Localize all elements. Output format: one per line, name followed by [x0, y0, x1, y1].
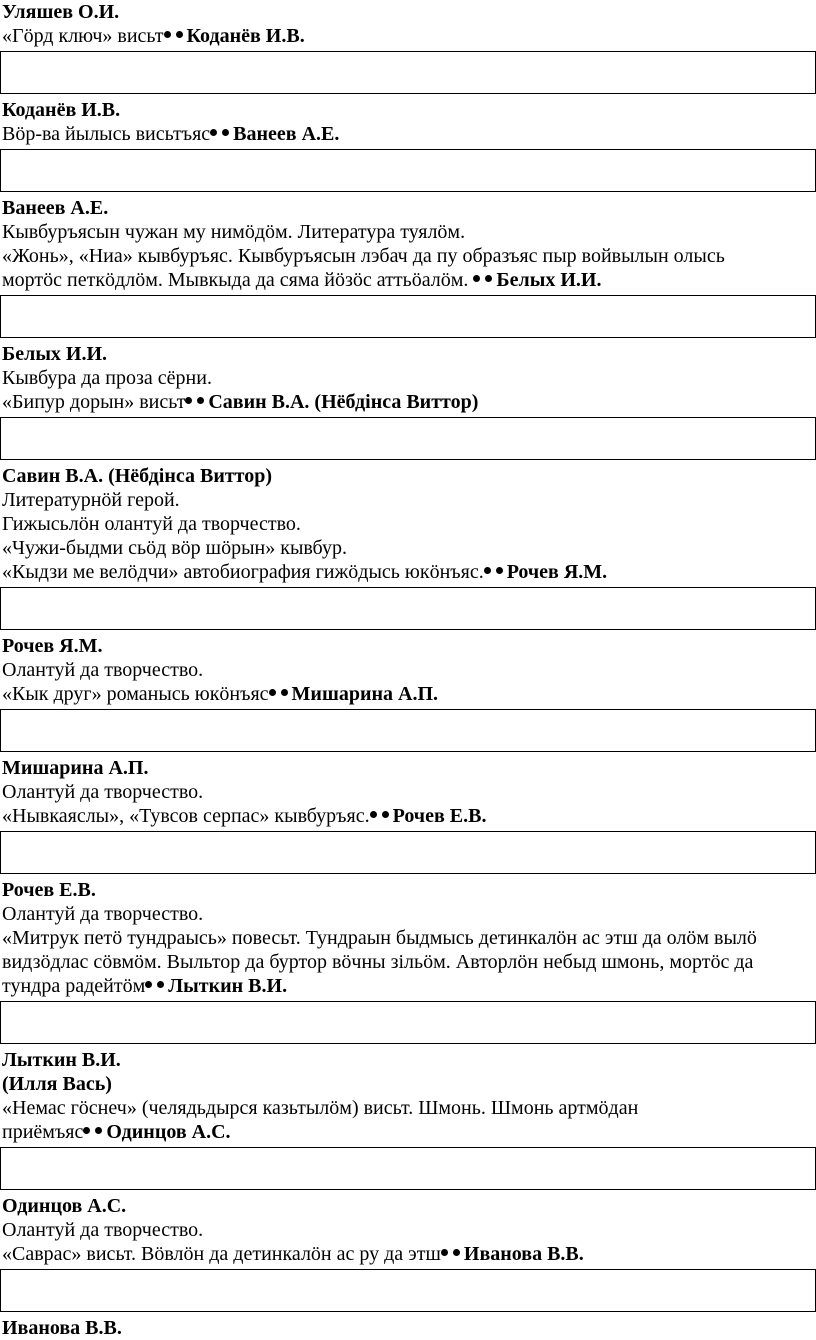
- entry-line: видзӧдлас сӧвмӧм. Выльтор да буртор вӧчны зільӧм. Авторлӧн небыд шмонь, мортӧс да: [2, 951, 754, 973]
- entry-text: «Бипур дорын» висьт: [2, 391, 186, 413]
- bullet-icon: [95, 1127, 102, 1134]
- entry-title: Рочев Я.М.: [2, 635, 103, 657]
- entry-ulyashev: [0, 0, 816, 94]
- bullet-icon: [485, 275, 492, 282]
- next-author: Белых И.И.: [496, 269, 602, 291]
- entry-lytkin: [0, 1048, 816, 1190]
- answer-box-3[interactable]: [0, 295, 816, 338]
- entry-savin: [0, 464, 816, 630]
- entry-title: Иванова В.В.: [2, 1317, 122, 1339]
- entry-title: Рочев Е.В.: [2, 879, 96, 901]
- bullet-icon: [145, 981, 152, 988]
- answer-box-4[interactable]: [0, 417, 816, 460]
- entry-misharina: [0, 756, 816, 874]
- entry-title: Ванеев А.Е.: [2, 197, 109, 219]
- answer-box-6[interactable]: [0, 709, 816, 752]
- entry-text: «Кык друг» романысь юкӧнъяс: [2, 683, 269, 705]
- bullet-icon: [453, 1249, 460, 1256]
- next-author: Коданёв И.В.: [186, 25, 305, 47]
- entry-last-line: [0, 804, 816, 828]
- entry-title: Коданёв И.В.: [2, 99, 121, 121]
- entry-line: Гижысьлӧн олантуй да творчество.: [2, 513, 301, 535]
- bullet-icon: [473, 275, 480, 282]
- entry-title: Мишарина А.П.: [2, 757, 149, 779]
- entry-title: Одинцов А.С.: [2, 1195, 127, 1217]
- next-author: Лыткин В.И.: [168, 975, 288, 997]
- bullet-icon: [281, 689, 288, 696]
- entry-line: Олантуй да творчество.: [2, 781, 204, 803]
- next-author: Рочев Я.М.: [506, 561, 608, 583]
- entry-kodanyov: [0, 98, 816, 192]
- bullet-icon: [441, 1249, 448, 1256]
- entry-last-line: [0, 1242, 816, 1266]
- entry-last-line: [0, 390, 816, 414]
- entry-line: Кывбуръясын чужан му нимӧдӧм. Литература туялӧм.: [2, 221, 466, 243]
- entry-last-line: [0, 1120, 816, 1144]
- entry-text: Вӧр-ва йылысь висьтъяс: [2, 123, 211, 145]
- answer-box-9[interactable]: [0, 1147, 816, 1190]
- next-author: Иванова В.В.: [463, 1243, 584, 1265]
- entry-line: «Жонь», «Ниа» кывбуръяс. Кывбуръясын лэбач да пу образъяс пыр войвылын олысь: [2, 245, 725, 267]
- entry-text: тундра радейтӧм: [2, 975, 146, 997]
- bullet-icon: [157, 981, 164, 988]
- entry-line: Литературнӧй герой.: [2, 489, 180, 511]
- entry-text: приёмъяс: [2, 1121, 84, 1143]
- answer-box-1[interactable]: [0, 51, 816, 94]
- entry-title: Савин В.А. (Нёбдінса Виттор): [2, 465, 273, 487]
- answer-box-5[interactable]: [0, 587, 816, 630]
- entry-vaneev: [0, 196, 816, 338]
- bullet-icon: [176, 31, 183, 38]
- entry-line: Кывбура да проза сёрни.: [2, 367, 212, 389]
- entry-text: «Нывкаяслы», «Тувсов серпас» кывбуръяс.: [2, 805, 370, 827]
- next-author: Мишарина А.П.: [291, 683, 439, 705]
- entry-last-line: [0, 682, 816, 706]
- next-author: Савин В.А. (Нёбдінса Виттор): [208, 391, 479, 413]
- entry-last-line: [0, 560, 816, 584]
- entry-odintsov: [0, 1194, 816, 1312]
- bullet-icon: [496, 567, 503, 574]
- entry-rochev-e: [0, 878, 816, 1044]
- entry-line: «Митрук петӧ тундраысь» повесьт. Тундраын быдмысь детинкалӧн ас этш да олӧм вылӧ: [2, 927, 757, 949]
- entry-line: «Немас гӧснеч» (челядьдырся казьтылӧм) висьт. Шмонь. Шмонь артмӧдан: [2, 1097, 639, 1119]
- entry-pen-name: (Илля Вась): [2, 1073, 112, 1095]
- next-author: Ванеев А.Е.: [233, 123, 340, 145]
- bullet-icon: [370, 811, 377, 818]
- entry-belykh: [0, 342, 816, 460]
- bullet-icon: [269, 689, 276, 696]
- bullet-icon: [210, 129, 217, 136]
- bullet-icon: [382, 811, 389, 818]
- next-author: Одинцов А.С.: [106, 1121, 231, 1143]
- bullet-icon: [484, 567, 491, 574]
- entry-last-line: [0, 268, 816, 292]
- entry-title: Белых И.И.: [2, 343, 108, 365]
- entry-text: «Гӧрд ключ» висьт: [2, 25, 164, 47]
- entry-line: Олантуй да творчество.: [2, 903, 204, 925]
- entry-text: «Саврас» висьт. Вӧвлӧн да детинкалӧн ас ру да этш: [2, 1243, 441, 1265]
- entry-line: Олантуй да творчество.: [2, 659, 204, 681]
- entry-line: «Чужи-быдми сьӧд вӧр шӧрын» кывбур.: [2, 537, 347, 559]
- bullet-icon: [222, 129, 229, 136]
- answer-box-10[interactable]: [0, 1269, 816, 1312]
- entry-last-line: [0, 122, 816, 146]
- bullet-icon: [185, 397, 192, 404]
- entry-line: Олантуй да творчество.: [2, 1219, 204, 1241]
- bullet-icon: [197, 397, 204, 404]
- entry-rochev-ya: [0, 634, 816, 752]
- next-author: Рочев Е.В.: [392, 805, 487, 827]
- entry-text: «Кыдзи ме велӧдчи» автобиография гижӧдысь юкӧнъяс.: [2, 561, 484, 583]
- bullet-icon: [164, 31, 171, 38]
- entry-last-line: [0, 24, 816, 48]
- entry-last-line: [0, 974, 816, 998]
- answer-box-2[interactable]: [0, 149, 816, 192]
- entry-text: мортӧс петкӧдлӧм. Мывкыда да сяма йӧзӧс аттьӧалӧм.: [2, 269, 474, 291]
- entry-title: Уляшев О.И.: [2, 1, 120, 23]
- entry-title: Лыткин В.И.: [2, 1049, 121, 1071]
- answer-box-7[interactable]: [0, 831, 816, 874]
- bullet-icon: [83, 1127, 90, 1134]
- entry-ivanova: [0, 1316, 816, 1340]
- answer-box-8[interactable]: [0, 1001, 816, 1044]
